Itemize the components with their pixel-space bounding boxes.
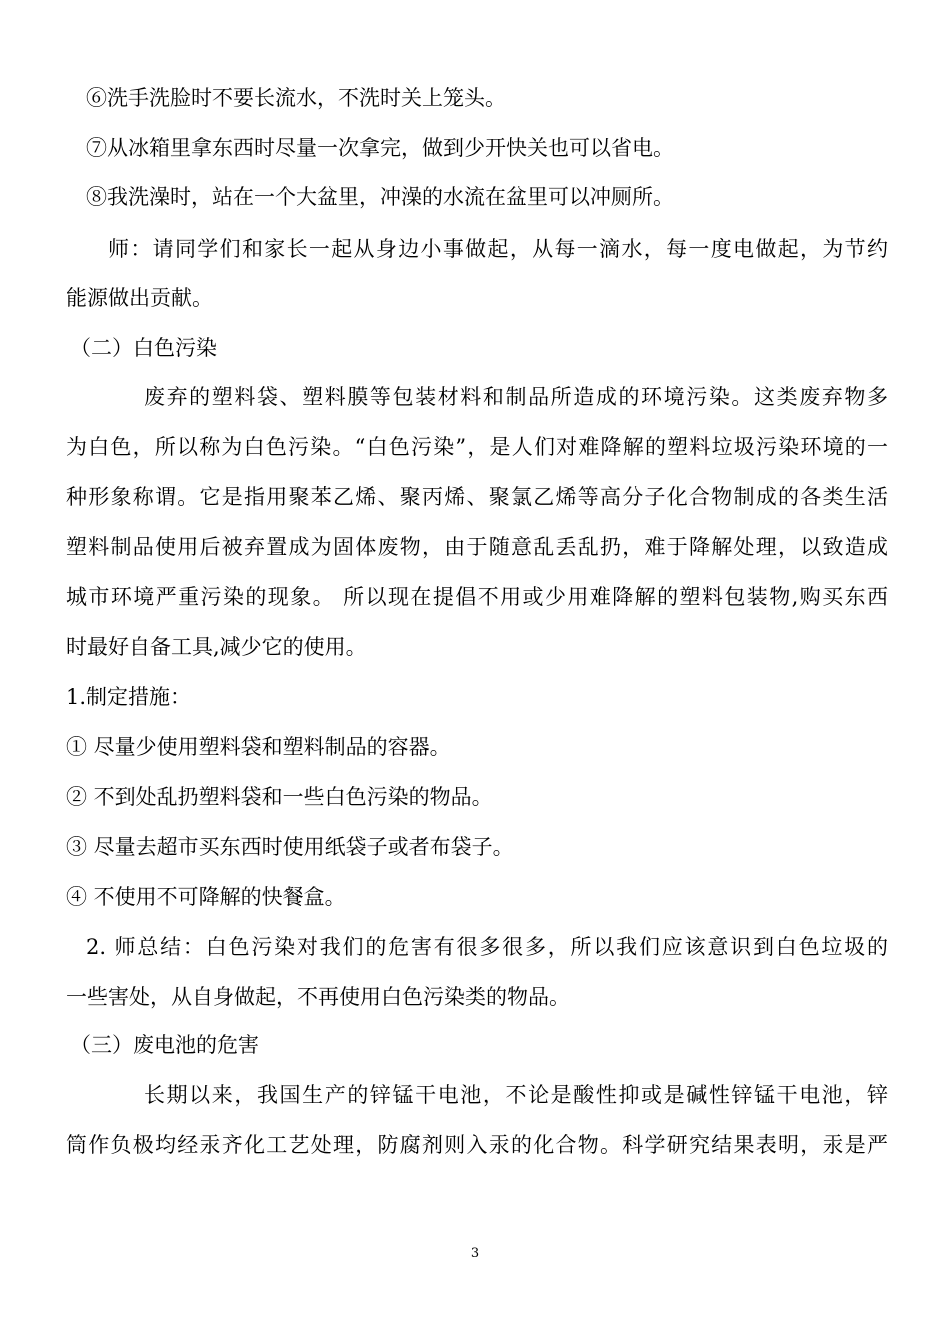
- paragraph-line: 城市环境严重污染的现象。 所以现在提倡不用或少用难降解的塑料包装物,购买东西: [66, 585, 888, 609]
- paragraph-line: 种形象称谓。它是指用聚苯乙烯、聚丙烯、聚氯乙烯等高分子化合物制成的各类生活: [66, 485, 888, 509]
- paragraph-line: 废弃的塑料袋、塑料膜等包装材料和制品所造成的环境污染。这类废弃物多: [144, 385, 888, 409]
- paragraph-line: 长期以来，我国生产的锌锰干电池，不论是酸性抑或是碱性锌锰干电池，锌: [144, 1083, 888, 1107]
- summary-line-1: 2. 师总结：白色污染对我们的危害有很多很多，所以我们应该意识到白色垃圾的: [86, 935, 888, 959]
- teacher-line-2: 能源做出贡献。: [66, 286, 213, 310]
- measures-heading: 1.制定措施：: [66, 685, 192, 709]
- section-heading-white-pollution: （二）白色污染: [70, 336, 217, 360]
- measure-item-3: ③ 尽量去超市买东西时使用纸袋子或者布袋子。: [66, 835, 514, 859]
- list-item-8: ⑧我洗澡时，站在一个大盆里，冲澡的水流在盆里可以冲厕所。: [86, 185, 674, 209]
- list-item-6: ⑥洗手洗脸时不要长流水，不洗时关上笼头。: [86, 86, 506, 110]
- measure-item-2: ② 不到处乱扔塑料袋和一些白色污染的物品。: [66, 785, 493, 809]
- teacher-line-1: 师：请同学们和家长一起从身边小事做起，从每一滴水，每一度电做起，为节约: [108, 237, 888, 261]
- paragraph-line: 塑料制品使用后被弃置成为固体废物，由于随意乱丢乱扔，难于降解处理，以致造成: [66, 535, 888, 559]
- paragraph-line: 时最好自备工具,减少它的使用。: [66, 635, 367, 659]
- page-number: 3: [470, 1246, 480, 1261]
- summary-line-2: 一些害处，从自身做起，不再使用白色污染类的物品。: [66, 985, 570, 1009]
- measure-item-4: ④ 不使用不可降解的快餐盒。: [66, 885, 346, 909]
- paragraph-line: 为白色，所以称为白色污染。“白色污染”，是人们对难降解的塑料垃圾污染环境的一: [66, 435, 888, 459]
- measure-item-1: ① 尽量少使用塑料袋和塑料制品的容器。: [66, 735, 451, 759]
- paragraph-line: 筒作负极均经汞齐化工艺处理，防腐剂则入汞的化合物。科学研究结果表明，汞是严: [66, 1133, 888, 1157]
- list-item-7: ⑦从冰箱里拿东西时尽量一次拿完，做到少开快关也可以省电。: [86, 136, 674, 160]
- section-heading-waste-batteries: （三）废电池的危害: [70, 1033, 259, 1057]
